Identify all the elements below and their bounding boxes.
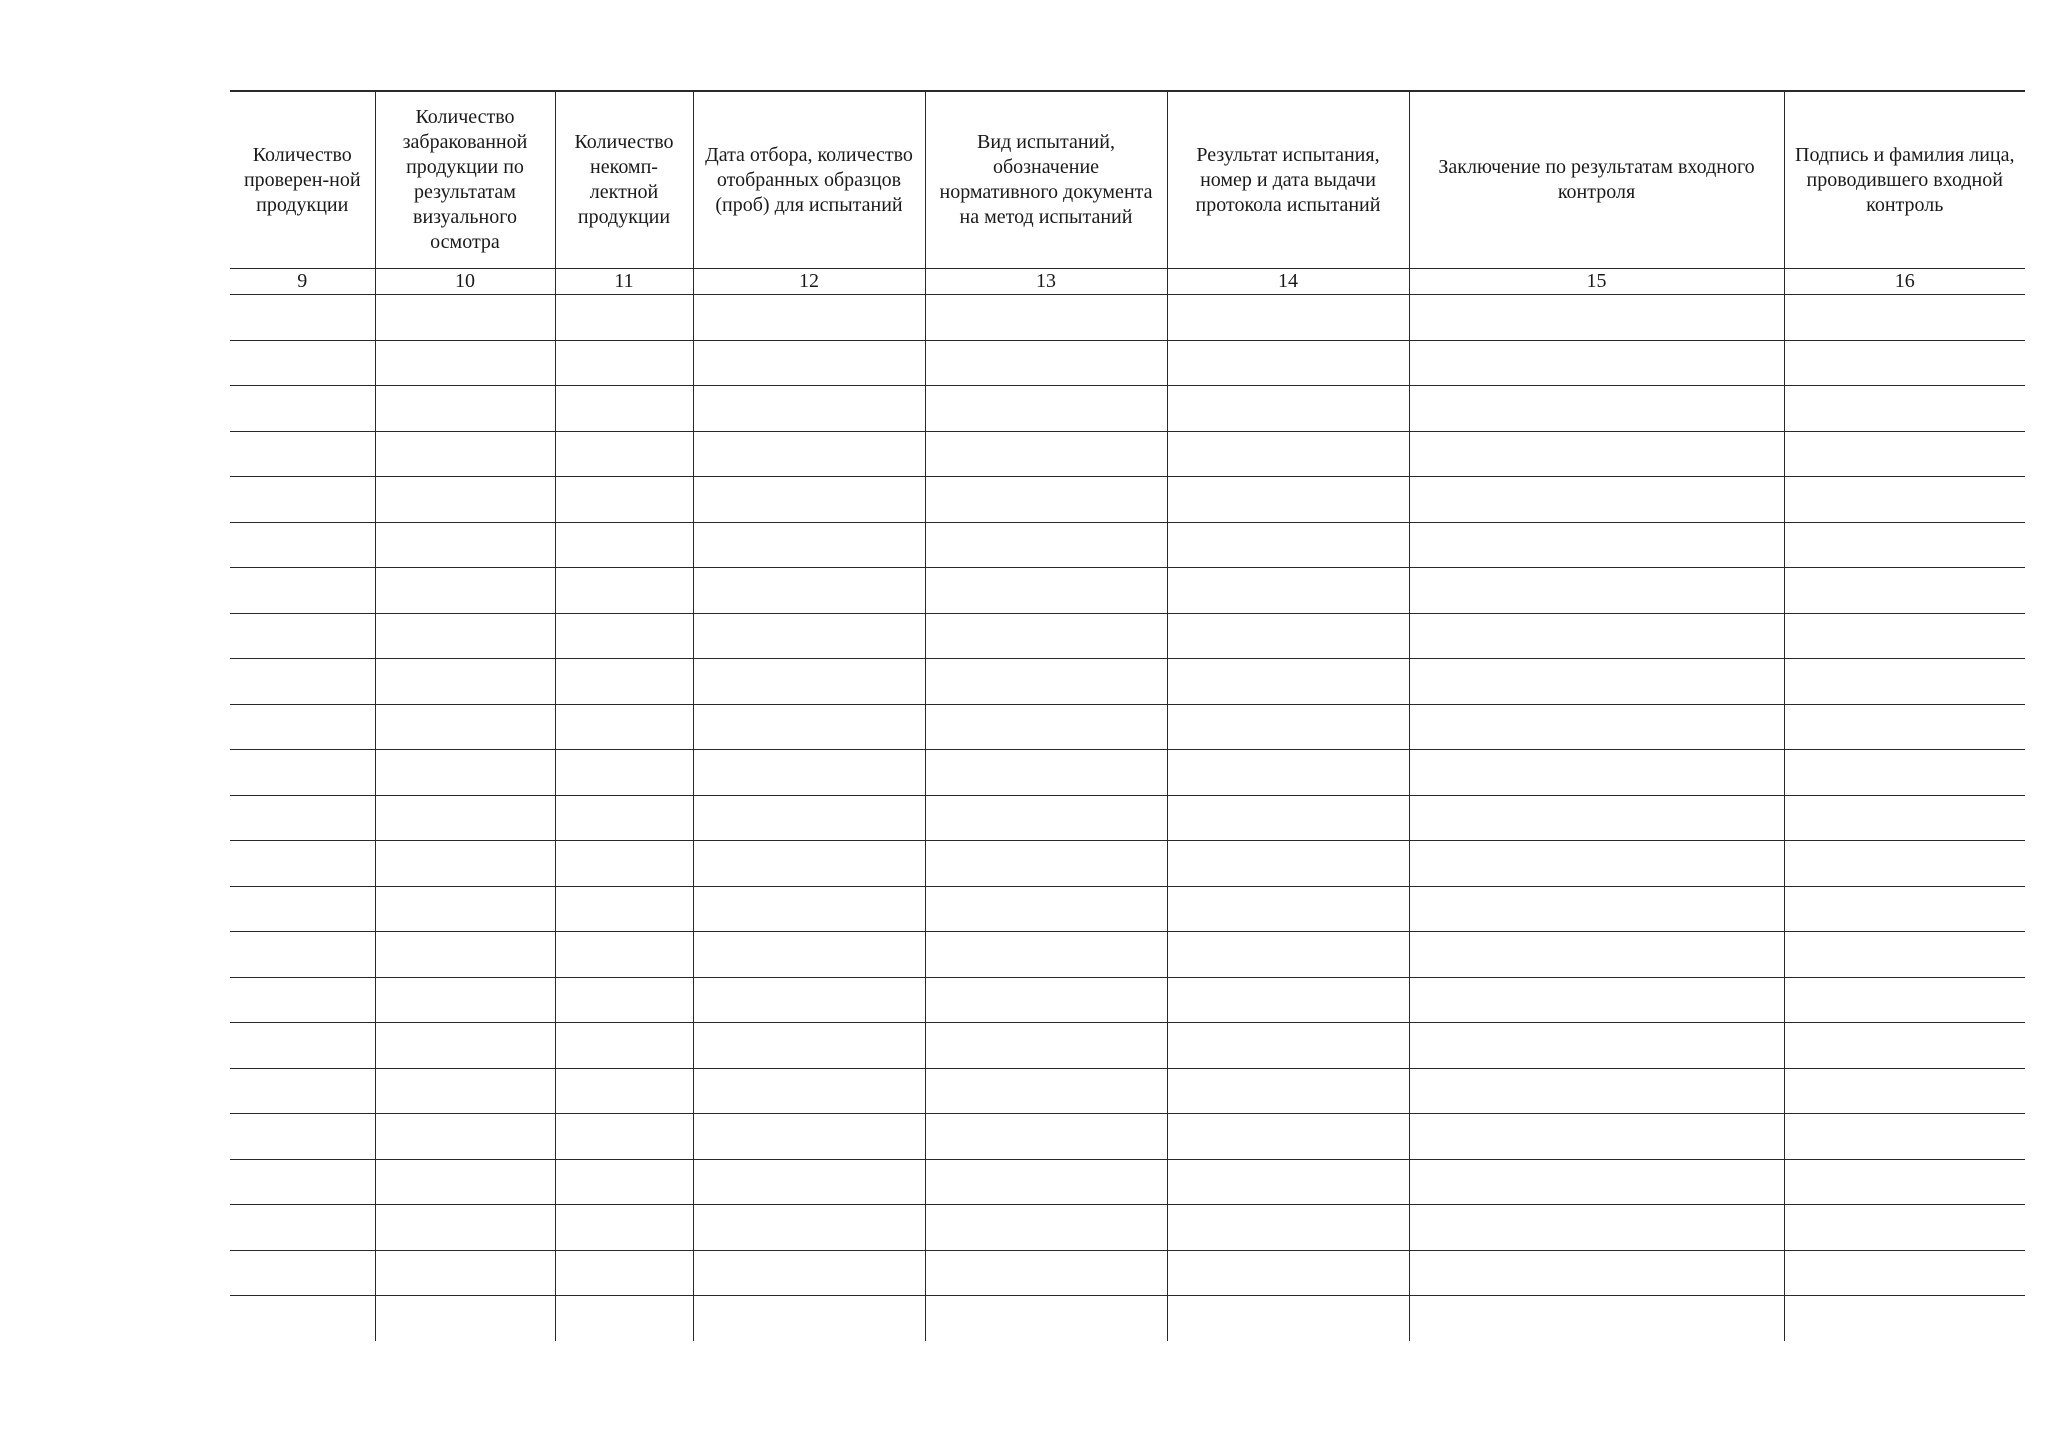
table-row bbox=[230, 1023, 2025, 1069]
table-cell bbox=[693, 340, 925, 386]
table-cell bbox=[555, 431, 693, 477]
table-row bbox=[230, 522, 2025, 568]
table-cell bbox=[230, 1068, 375, 1114]
table-cell bbox=[1167, 1023, 1409, 1069]
table-cell bbox=[375, 795, 555, 841]
table-cell bbox=[375, 1205, 555, 1251]
table-cell bbox=[230, 750, 375, 796]
table-cell bbox=[925, 704, 1167, 750]
table-cell bbox=[1409, 704, 1784, 750]
header-cell-conclusion: Заключение по результатам входного контроля bbox=[1409, 91, 1784, 269]
table-cell bbox=[230, 522, 375, 568]
table-cell bbox=[925, 841, 1167, 887]
table-cell bbox=[230, 1023, 375, 1069]
header-cell-test-result: Результат испытания, номер и дата выдачи протокола испытаний bbox=[1167, 91, 1409, 269]
table-cell bbox=[1784, 1068, 2025, 1114]
table-cell bbox=[230, 886, 375, 932]
table-cell bbox=[1784, 522, 2025, 568]
table-cell bbox=[1167, 295, 1409, 341]
table-cell bbox=[375, 568, 555, 614]
table-cell bbox=[555, 886, 693, 932]
table-cell bbox=[693, 932, 925, 978]
table-cell bbox=[1167, 568, 1409, 614]
table-cell bbox=[693, 1114, 925, 1160]
table-cell bbox=[1784, 340, 2025, 386]
table-cell bbox=[230, 477, 375, 523]
header-cell-checked-quantity: Количество проверен-ной продукции bbox=[230, 91, 375, 269]
table-cell bbox=[230, 340, 375, 386]
table-cell bbox=[693, 1296, 925, 1342]
table-cell bbox=[375, 1250, 555, 1296]
table-cell bbox=[1167, 977, 1409, 1023]
table-cell bbox=[1784, 1250, 2025, 1296]
header-cell-rejected-quantity: Количество забракованной продукции по результатам визуального осмотра bbox=[375, 91, 555, 269]
table-cell bbox=[693, 1205, 925, 1251]
table-cell bbox=[1409, 1250, 1784, 1296]
table-cell bbox=[555, 568, 693, 614]
table-row bbox=[230, 386, 2025, 432]
column-number: 14 bbox=[1167, 269, 1409, 295]
table-cell bbox=[230, 1114, 375, 1160]
table-cell bbox=[375, 522, 555, 568]
table-row bbox=[230, 340, 2025, 386]
table-cell bbox=[1167, 1068, 1409, 1114]
table-cell bbox=[1167, 841, 1409, 887]
table-cell bbox=[925, 1296, 1167, 1342]
column-number: 16 bbox=[1784, 269, 2025, 295]
table-row bbox=[230, 1250, 2025, 1296]
column-number: 13 bbox=[925, 269, 1167, 295]
table-cell bbox=[925, 1068, 1167, 1114]
table-cell bbox=[1409, 431, 1784, 477]
table-cell bbox=[925, 750, 1167, 796]
table-cell bbox=[693, 750, 925, 796]
table-cell bbox=[230, 431, 375, 477]
column-number: 10 bbox=[375, 269, 555, 295]
table-cell bbox=[1167, 431, 1409, 477]
table-cell bbox=[1409, 659, 1784, 705]
table-cell bbox=[693, 704, 925, 750]
table-cell bbox=[1409, 522, 1784, 568]
table-cell bbox=[230, 795, 375, 841]
table-cell bbox=[230, 613, 375, 659]
table-cell bbox=[375, 1159, 555, 1205]
column-number-row bbox=[230, 269, 2025, 295]
table-cell bbox=[1784, 704, 2025, 750]
table-row bbox=[230, 750, 2025, 796]
incoming-inspection-table bbox=[230, 90, 2025, 1341]
table-cell bbox=[1409, 1023, 1784, 1069]
table-cell bbox=[693, 295, 925, 341]
table-cell bbox=[375, 340, 555, 386]
table-row bbox=[230, 932, 2025, 978]
table-cell bbox=[1784, 1296, 2025, 1342]
table-cell bbox=[1167, 932, 1409, 978]
table-cell bbox=[1167, 477, 1409, 523]
table-cell bbox=[1784, 795, 2025, 841]
table-cell bbox=[925, 477, 1167, 523]
table-cell bbox=[555, 1114, 693, 1160]
table-cell bbox=[693, 886, 925, 932]
table-cell bbox=[1409, 932, 1784, 978]
table-cell bbox=[230, 1250, 375, 1296]
table-cell bbox=[925, 386, 1167, 432]
table-cell bbox=[555, 613, 693, 659]
table-cell bbox=[230, 841, 375, 887]
table-cell bbox=[693, 568, 925, 614]
table-cell bbox=[555, 1159, 693, 1205]
table-row bbox=[230, 1159, 2025, 1205]
table-cell bbox=[1784, 386, 2025, 432]
table-cell bbox=[925, 932, 1167, 978]
header-cell-test-type: Вид испытаний, обозначение нормативного документа на метод испытаний bbox=[925, 91, 1167, 269]
table-cell bbox=[375, 431, 555, 477]
table-cell bbox=[693, 1250, 925, 1296]
table-cell bbox=[230, 568, 375, 614]
table-cell bbox=[1784, 932, 2025, 978]
table-row bbox=[230, 1296, 2025, 1342]
header-cell-signature: Подпись и фамилия лица, проводившего входной контроль bbox=[1784, 91, 2025, 269]
table-row bbox=[230, 477, 2025, 523]
table-cell bbox=[375, 1296, 555, 1342]
table-cell bbox=[925, 1205, 1167, 1251]
table-cell bbox=[1167, 1205, 1409, 1251]
table-cell bbox=[1409, 795, 1784, 841]
table-cell bbox=[375, 477, 555, 523]
table-cell bbox=[1784, 568, 2025, 614]
table-cell bbox=[230, 386, 375, 432]
table-cell bbox=[1409, 613, 1784, 659]
column-number: 11 bbox=[555, 269, 693, 295]
table-cell bbox=[375, 1114, 555, 1160]
table-cell bbox=[1167, 886, 1409, 932]
journal-sheet bbox=[230, 90, 2025, 1341]
table-cell bbox=[555, 477, 693, 523]
table-cell bbox=[375, 1023, 555, 1069]
table-cell bbox=[693, 386, 925, 432]
table-cell bbox=[1167, 795, 1409, 841]
table-cell bbox=[693, 841, 925, 887]
table-cell bbox=[1167, 659, 1409, 705]
table-cell bbox=[693, 795, 925, 841]
table-cell bbox=[1409, 841, 1784, 887]
table-cell bbox=[555, 340, 693, 386]
table-cell bbox=[555, 1023, 693, 1069]
table-cell bbox=[1409, 1296, 1784, 1342]
table-cell bbox=[925, 295, 1167, 341]
table-cell bbox=[1409, 1159, 1784, 1205]
table-cell bbox=[555, 704, 693, 750]
table-cell bbox=[555, 932, 693, 978]
table-cell bbox=[1409, 977, 1784, 1023]
table-cell bbox=[1167, 1159, 1409, 1205]
table-cell bbox=[925, 977, 1167, 1023]
table-cell bbox=[1409, 886, 1784, 932]
table-row bbox=[230, 1205, 2025, 1251]
table-cell bbox=[1167, 1114, 1409, 1160]
table-cell bbox=[693, 977, 925, 1023]
table-cell bbox=[1409, 1114, 1784, 1160]
table-cell bbox=[375, 295, 555, 341]
table-cell bbox=[375, 613, 555, 659]
table-row bbox=[230, 659, 2025, 705]
table-cell bbox=[925, 613, 1167, 659]
table-cell bbox=[1409, 295, 1784, 341]
table-cell bbox=[375, 841, 555, 887]
header-row bbox=[230, 91, 2025, 269]
table-cell bbox=[1167, 386, 1409, 432]
table-cell bbox=[230, 1296, 375, 1342]
table-cell bbox=[1784, 431, 2025, 477]
table-cell bbox=[693, 477, 925, 523]
table-cell bbox=[555, 750, 693, 796]
table-cell bbox=[693, 659, 925, 705]
table-cell bbox=[1784, 750, 2025, 796]
table-cell bbox=[230, 932, 375, 978]
table-cell bbox=[375, 886, 555, 932]
table-row bbox=[230, 613, 2025, 659]
table-cell bbox=[555, 522, 693, 568]
table-cell bbox=[375, 704, 555, 750]
table-cell bbox=[1784, 295, 2025, 341]
table-cell bbox=[375, 750, 555, 796]
table-cell bbox=[925, 1250, 1167, 1296]
table-row bbox=[230, 1114, 2025, 1160]
table-cell bbox=[693, 522, 925, 568]
table-cell bbox=[230, 1205, 375, 1251]
table-cell bbox=[925, 1159, 1167, 1205]
table-cell bbox=[1784, 1023, 2025, 1069]
table-cell bbox=[1784, 1159, 2025, 1205]
table-cell bbox=[1167, 1250, 1409, 1296]
table-cell bbox=[1784, 659, 2025, 705]
table-cell bbox=[230, 295, 375, 341]
table-cell bbox=[230, 977, 375, 1023]
table-cell bbox=[1167, 1296, 1409, 1342]
table-cell bbox=[1167, 613, 1409, 659]
table-cell bbox=[1784, 977, 2025, 1023]
table-cell bbox=[1167, 522, 1409, 568]
table-cell bbox=[925, 522, 1167, 568]
table-cell bbox=[375, 659, 555, 705]
column-number: 15 bbox=[1409, 269, 1784, 295]
table-cell bbox=[925, 886, 1167, 932]
table-cell bbox=[555, 841, 693, 887]
table-cell bbox=[693, 1023, 925, 1069]
table-cell bbox=[555, 386, 693, 432]
table-cell bbox=[693, 1068, 925, 1114]
table-cell bbox=[1784, 477, 2025, 523]
table-cell bbox=[925, 1114, 1167, 1160]
table-cell bbox=[1409, 568, 1784, 614]
table-cell bbox=[1409, 340, 1784, 386]
table-cell bbox=[925, 340, 1167, 386]
table-cell bbox=[375, 977, 555, 1023]
table-cell bbox=[1784, 613, 2025, 659]
table-cell bbox=[555, 659, 693, 705]
table-cell bbox=[555, 295, 693, 341]
table-cell bbox=[925, 568, 1167, 614]
table-cell bbox=[555, 1205, 693, 1251]
table-cell bbox=[375, 386, 555, 432]
table-cell bbox=[230, 1159, 375, 1205]
table-row bbox=[230, 841, 2025, 887]
table-row bbox=[230, 977, 2025, 1023]
table-row bbox=[230, 568, 2025, 614]
table-cell bbox=[693, 431, 925, 477]
table-cell bbox=[925, 431, 1167, 477]
table-cell bbox=[555, 1068, 693, 1114]
table-cell bbox=[555, 1296, 693, 1342]
table-cell bbox=[555, 1250, 693, 1296]
table-cell bbox=[1409, 477, 1784, 523]
table-cell bbox=[1167, 340, 1409, 386]
column-number: 12 bbox=[693, 269, 925, 295]
table-cell bbox=[1409, 750, 1784, 796]
table-cell bbox=[925, 795, 1167, 841]
table-cell bbox=[693, 613, 925, 659]
table-cell bbox=[1784, 1205, 2025, 1251]
table-cell bbox=[1784, 886, 2025, 932]
table-cell bbox=[1167, 750, 1409, 796]
column-number: 9 bbox=[230, 269, 375, 295]
table-cell bbox=[1409, 1205, 1784, 1251]
table-cell bbox=[1784, 841, 2025, 887]
table-cell bbox=[1784, 1114, 2025, 1160]
header-cell-incomplete-quantity: Количество некомп-лектной продукции bbox=[555, 91, 693, 269]
table-cell bbox=[375, 1068, 555, 1114]
header-cell-sampling-date: Дата отбора, количество отобранных образцов (проб) для испытаний bbox=[693, 91, 925, 269]
table-row bbox=[230, 886, 2025, 932]
table-cell bbox=[555, 977, 693, 1023]
table-cell bbox=[230, 659, 375, 705]
table-cell bbox=[555, 795, 693, 841]
table-row bbox=[230, 295, 2025, 341]
table-cell bbox=[693, 1159, 925, 1205]
table-row bbox=[230, 431, 2025, 477]
table-row bbox=[230, 795, 2025, 841]
table-row bbox=[230, 704, 2025, 750]
table-cell bbox=[925, 659, 1167, 705]
table-cell bbox=[230, 704, 375, 750]
table-row bbox=[230, 1068, 2025, 1114]
table-cell bbox=[1409, 386, 1784, 432]
table-cell bbox=[1409, 1068, 1784, 1114]
table-cell bbox=[375, 932, 555, 978]
table-cell bbox=[1167, 704, 1409, 750]
table-cell bbox=[925, 1023, 1167, 1069]
table-body bbox=[230, 295, 2025, 1342]
